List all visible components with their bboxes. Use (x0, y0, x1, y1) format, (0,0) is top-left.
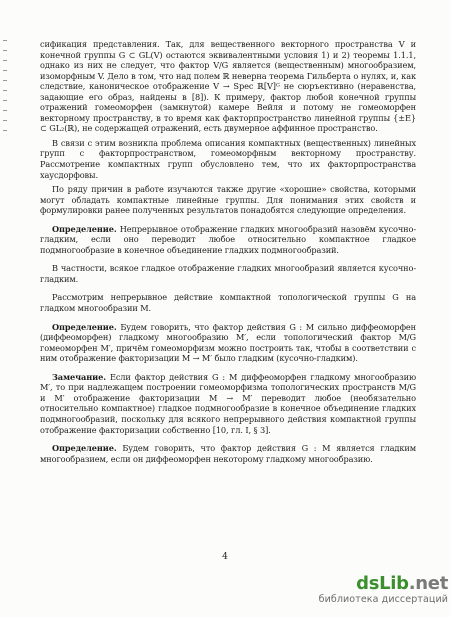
definition-text: Будем говорить, что фактор действия G : M является гладким многообразием, если он диффеоморфен некоторому гладкому многообразию. (40, 443, 416, 464)
definition-paragraph (40, 443, 416, 464)
paragraph: По ряду причин в работе изучаются также другие «хорошие» свойства, которыми могут обладать компактные линейные группы. Для понимания этих свойств и формулировки ранее полученных результатов понадобятся следующие определения. (40, 184, 416, 216)
definition-paragraph (40, 322, 416, 364)
definition-text: Будем говорить, что фактор действия G : M сильно диффеоморфен (диффеоморфен) гладкому многообразию M′, если топологический фактор M/G гомеоморфен M′, причём гомеоморфизм можно построить так, чтобы в соответствии с ним отображение факторизации M → M′ было гладким (кусочно-гладким). (40, 321, 416, 364)
paragraph: Рассмотрим непрерывное действие компактной топологической группы G на гладком многообразии M. (40, 292, 416, 314)
remark-label: Замечание. (52, 371, 106, 382)
watermark-logo[interactable] (298, 574, 448, 614)
scan-margin-marks (3, 40, 7, 150)
definition-label: Определение. (52, 223, 117, 234)
body-text (40, 39, 416, 464)
paragraph: В связи с этим возникла проблема описания компактных (вещественных) линейных групп с факторпространством, гомеоморфным векторному пространству. Рассмотрение компактных групп обусловлено тем, что их факторпространства хаусдорфовы. (40, 137, 416, 180)
remark-paragraph (40, 372, 416, 435)
definition-label: Определение. (52, 443, 117, 454)
watermark-brand: dsLib.net (356, 573, 448, 594)
page-number: 4 (222, 552, 228, 562)
remark-text: Если фактор действия G : M диффеоморфен гладкому многообразию M′, то при надлежащем построении гомеоморфизма топологических пространств M/G и M′ отображение факторизации M → M′ переводит любое (необязательно относительно компактное) гладкое подмногообразие в конечное объединение гладких подмногообразий, поскольку для всякого непрерывного действия компактной группы отображение факторизации собственно [10, гл. I, § 3]. (40, 371, 416, 435)
definition-text: Непрерывное отображение гладких многообразий назовём кусочно-гладким, если оно переводит любое относительно компактное гладкое подмногообразие в конечное объединение гладких подмногообразий. (40, 223, 416, 255)
paragraph: В частности, всякое гладкое отображение гладких многообразий является кусочно-гладким. (40, 263, 416, 284)
watermark-tagline: библиотека диссертаций (318, 594, 448, 605)
definition-label: Определение. (52, 321, 117, 332)
definition-paragraph (40, 224, 416, 256)
paragraph: сификация представления. Так, для вещественного векторного пространства V и конечной группы G ⊂ GL(V) остаются эквивалентными условия 1) и 2) теоремы 1.1.1, однако из них не следует, что фактор V/G является (вещественным) многообразием, изоморфным V. Дело в том, что над полем ℝ неверна теорема Гильберта о нулях, и, как следствие, каноническое отображение V → Spec ℝ[V]ᴳ не сюръективно (неравенства, задающие его образ, найдены в [8]). К примеру, фактор любой конечной группы отражений гомеоморфен (замкнутой) камере Вейля и потому не гомеоморфен векторному пространству, в то время как факторпространство линейной группы {±E} ⊂ GL₂(ℝ), не содержащей отражений, есть двумерное аффинное пространство. (40, 39, 416, 134)
